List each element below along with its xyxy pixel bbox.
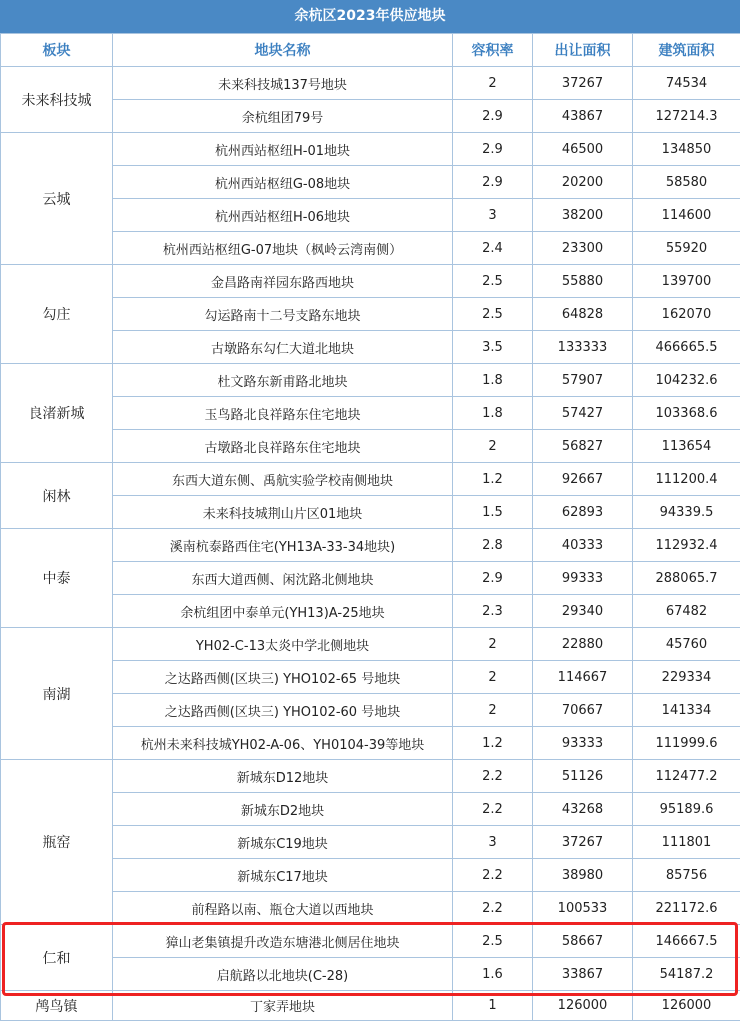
- plot-name-cell: 东西大道西侧、闲沈路北侧地块: [113, 562, 453, 595]
- building-area-cell: 95189.6: [633, 793, 740, 826]
- plot-name-cell: 未来科技城荆山片区01地块: [113, 496, 453, 529]
- land-area-cell: 55880: [533, 265, 633, 298]
- land-area-cell: 100533: [533, 892, 633, 925]
- building-area-cell: 94339.5: [633, 496, 740, 529]
- plot-ratio-cell: 2.2: [453, 892, 533, 925]
- building-area-cell: 111200.4: [633, 463, 740, 496]
- plot-name-cell: 金昌路南祥园东路西地块: [113, 265, 453, 298]
- plot-name-cell: 前程路以南、瓶仓大道以西地块: [113, 892, 453, 925]
- plot-ratio-cell: 2: [453, 694, 533, 727]
- plot-ratio-cell: 2.5: [453, 265, 533, 298]
- plot-name-cell: 新城东C19地块: [113, 826, 453, 859]
- plot-name-cell: 新城东C17地块: [113, 859, 453, 892]
- table-row: [1, 364, 740, 397]
- building-area-cell: 74534: [633, 67, 740, 100]
- plot-name-cell: 之达路西侧(区块三) YHO102-60 号地块: [113, 694, 453, 727]
- plot-ratio-cell: 2.5: [453, 298, 533, 331]
- plot-name-cell: 獐山老集镇提升改造东塘港北侧居住地块: [113, 925, 453, 958]
- zone-cell: 勾庄: [1, 265, 113, 364]
- plot-name-cell: 未来科技城137号地块: [113, 67, 453, 100]
- zone-cell: 仁和: [1, 925, 113, 991]
- plot-ratio-cell: 2: [453, 67, 533, 100]
- plot-ratio-cell: 1.8: [453, 397, 533, 430]
- land-area-cell: 29340: [533, 595, 633, 628]
- plot-name-cell: 余杭组团中泰单元(YH13)A-25地块: [113, 595, 453, 628]
- land-supply-table: [0, 33, 740, 1021]
- plot-name-cell: 勾运路南十二号支路东地块: [113, 298, 453, 331]
- zone-cell: 中泰: [1, 529, 113, 628]
- building-area-cell: 114600: [633, 199, 740, 232]
- building-area-cell: 111999.6: [633, 727, 740, 760]
- table-row: [1, 133, 740, 166]
- building-area-cell: 139700: [633, 265, 740, 298]
- land-area-cell: 133333: [533, 331, 633, 364]
- building-area-cell: 162070: [633, 298, 740, 331]
- land-area-cell: 22880: [533, 628, 633, 661]
- building-area-cell: 112932.4: [633, 529, 740, 562]
- plot-ratio-cell: 1.6: [453, 958, 533, 991]
- plot-ratio-cell: 2.4: [453, 232, 533, 265]
- building-area-cell: 85756: [633, 859, 740, 892]
- land-area-cell: 43867: [533, 100, 633, 133]
- land-area-cell: 57427: [533, 397, 633, 430]
- building-area-cell: 112477.2: [633, 760, 740, 793]
- land-area-cell: 46500: [533, 133, 633, 166]
- plot-name-cell: 溪南杭泰路西住宅(YH13A-33-34地块): [113, 529, 453, 562]
- plot-ratio-cell: 2: [453, 628, 533, 661]
- land-area-cell: 56827: [533, 430, 633, 463]
- plot-name-cell: 玉鸟路北良祥路东住宅地块: [113, 397, 453, 430]
- plot-ratio-cell: 2.3: [453, 595, 533, 628]
- plot-ratio-cell: 2: [453, 430, 533, 463]
- building-area-cell: 229334: [633, 661, 740, 694]
- table-row: [1, 265, 740, 298]
- plot-ratio-cell: 1.5: [453, 496, 533, 529]
- zone-cell: 云城: [1, 133, 113, 265]
- building-area-cell: 103368.6: [633, 397, 740, 430]
- plot-ratio-cell: 2.8: [453, 529, 533, 562]
- plot-name-cell: 杜文路东新甫路北地块: [113, 364, 453, 397]
- plot-ratio-cell: 2.5: [453, 925, 533, 958]
- land-area-cell: 40333: [533, 529, 633, 562]
- land-area-cell: 93333: [533, 727, 633, 760]
- plot-ratio-cell: 2.2: [453, 760, 533, 793]
- land-area-cell: 43268: [533, 793, 633, 826]
- plot-ratio-cell: 1.8: [453, 364, 533, 397]
- building-area-cell: 146667.5: [633, 925, 740, 958]
- plot-name-cell: 之达路西侧(区块三) YHO102-65 号地块: [113, 661, 453, 694]
- plot-ratio-cell: 2.2: [453, 793, 533, 826]
- zone-cell: 瓶窑: [1, 760, 113, 925]
- building-area-cell: 126000: [633, 991, 740, 1021]
- land-area-cell: 57907: [533, 364, 633, 397]
- plot-name-cell: 古墩路东勾仁大道北地块: [113, 331, 453, 364]
- land-area-cell: 114667: [533, 661, 633, 694]
- header-plot-ratio: 容积率: [453, 34, 533, 67]
- table-row: [1, 760, 740, 793]
- land-area-cell: 64828: [533, 298, 633, 331]
- building-area-cell: 111801: [633, 826, 740, 859]
- zone-cell: 南湖: [1, 628, 113, 760]
- plot-ratio-cell: 2.9: [453, 133, 533, 166]
- building-area-cell: 134850: [633, 133, 740, 166]
- building-area-cell: 141334: [633, 694, 740, 727]
- plot-name-cell: 东西大道东侧、禹航实验学校南侧地块: [113, 463, 453, 496]
- plot-ratio-cell: 2.2: [453, 859, 533, 892]
- plot-name-cell: 杭州未来科技城YH02-A-06、YH0104-39等地块: [113, 727, 453, 760]
- plot-name-cell: YH02-C-13太炎中学北侧地块: [113, 628, 453, 661]
- plot-ratio-cell: 2: [453, 661, 533, 694]
- land-area-cell: 33867: [533, 958, 633, 991]
- plot-name-cell: 古墩路北良祥路东住宅地块: [113, 430, 453, 463]
- header-plot-name: 地块名称: [113, 34, 453, 67]
- plot-name-cell: 余杭组团79号: [113, 100, 453, 133]
- plot-name-cell: 杭州西站枢纽H-01地块: [113, 133, 453, 166]
- plot-ratio-cell: 1: [453, 991, 533, 1021]
- building-area-cell: 466665.5: [633, 331, 740, 364]
- building-area-cell: 288065.7: [633, 562, 740, 595]
- zone-cell: 闲林: [1, 463, 113, 529]
- plot-ratio-cell: 3: [453, 199, 533, 232]
- building-area-cell: 55920: [633, 232, 740, 265]
- building-area-cell: 58580: [633, 166, 740, 199]
- land-area-cell: 92667: [533, 463, 633, 496]
- plot-ratio-cell: 2.9: [453, 562, 533, 595]
- land-area-cell: 37267: [533, 826, 633, 859]
- plot-ratio-cell: 2.9: [453, 100, 533, 133]
- plot-name-cell: 新城东D12地块: [113, 760, 453, 793]
- plot-name-cell: 启航路以北地块(C-28): [113, 958, 453, 991]
- zone-cell: 鸬鸟镇: [1, 991, 113, 1021]
- table-row: [1, 991, 740, 1021]
- plot-name-cell: 新城东D2地块: [113, 793, 453, 826]
- land-area-cell: 58667: [533, 925, 633, 958]
- land-area-cell: 51126: [533, 760, 633, 793]
- table-row: [1, 529, 740, 562]
- land-area-cell: 37267: [533, 67, 633, 100]
- table-row: [1, 925, 740, 958]
- land-area-cell: 23300: [533, 232, 633, 265]
- table-title: 余杭区2023年供应地块: [0, 0, 740, 33]
- header-row: [1, 34, 740, 67]
- building-area-cell: 221172.6: [633, 892, 740, 925]
- plot-name-cell: 杭州西站枢纽G-07地块（枫岭云湾南侧）: [113, 232, 453, 265]
- plot-ratio-cell: 3.5: [453, 331, 533, 364]
- building-area-cell: 67482: [633, 595, 740, 628]
- plot-name-cell: 杭州西站枢纽H-06地块: [113, 199, 453, 232]
- land-area-cell: 62893: [533, 496, 633, 529]
- header-land-area: 出让面积: [533, 34, 633, 67]
- plot-ratio-cell: 2.9: [453, 166, 533, 199]
- building-area-cell: 113654: [633, 430, 740, 463]
- building-area-cell: 127214.3: [633, 100, 740, 133]
- land-area-cell: 38200: [533, 199, 633, 232]
- header-building-area: 建筑面积: [633, 34, 740, 67]
- plot-ratio-cell: 1.2: [453, 727, 533, 760]
- plot-ratio-cell: 3: [453, 826, 533, 859]
- land-area-cell: 70667: [533, 694, 633, 727]
- land-area-cell: 126000: [533, 991, 633, 1021]
- table-row: [1, 463, 740, 496]
- zone-cell: 未来科技城: [1, 67, 113, 133]
- plot-ratio-cell: 1.2: [453, 463, 533, 496]
- table-row: [1, 628, 740, 661]
- header-zone: 板块: [1, 34, 113, 67]
- building-area-cell: 54187.2: [633, 958, 740, 991]
- building-area-cell: 45760: [633, 628, 740, 661]
- land-area-cell: 20200: [533, 166, 633, 199]
- plot-name-cell: 杭州西站枢纽G-08地块: [113, 166, 453, 199]
- building-area-cell: 104232.6: [633, 364, 740, 397]
- plot-name-cell: 丁家弄地块: [113, 991, 453, 1021]
- land-area-cell: 38980: [533, 859, 633, 892]
- zone-cell: 良渚新城: [1, 364, 113, 463]
- land-area-cell: 99333: [533, 562, 633, 595]
- table-row: [1, 67, 740, 100]
- table-body: [1, 67, 740, 1021]
